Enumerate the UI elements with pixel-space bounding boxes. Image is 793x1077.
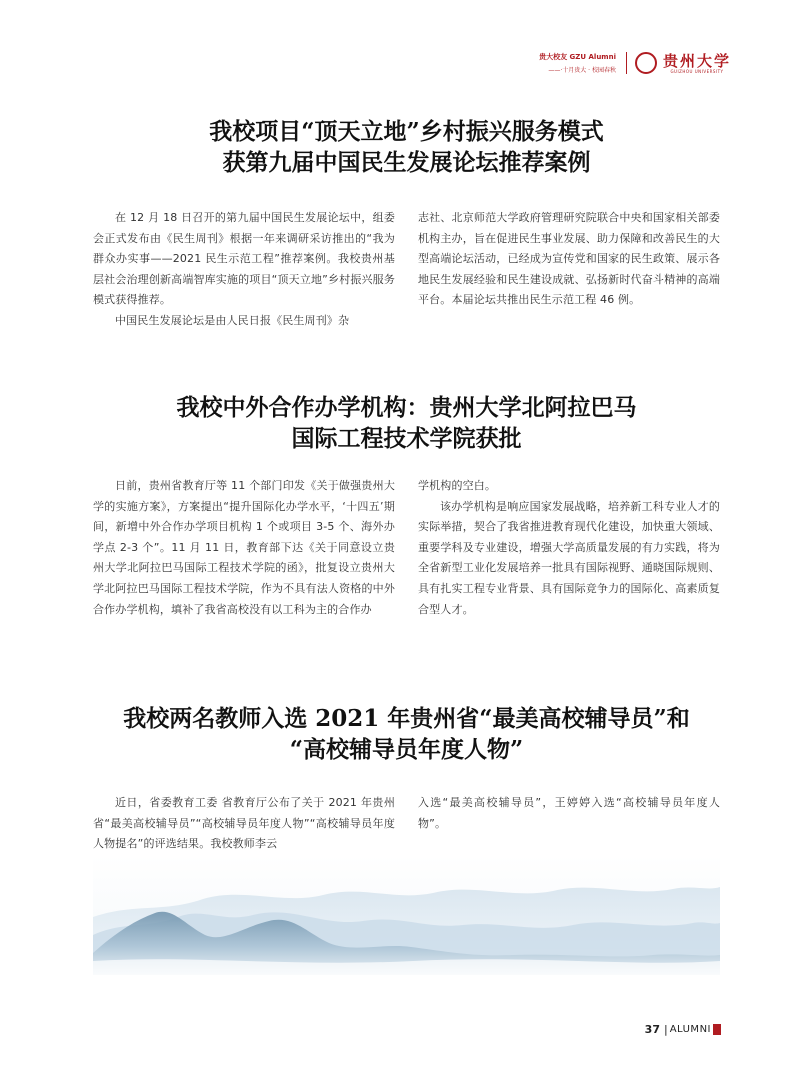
article-title	[93, 392, 720, 454]
article-title	[93, 703, 720, 765]
university-seal-icon	[635, 52, 657, 74]
title-line: 我校中外合作办学机构：贵州大学北阿拉巴马	[176, 394, 637, 421]
paragraph: 近日，省委教育工委 省教育厅公布了关于 2021 年贵州省“最美高校辅导员”“高校辅导员年度人物”“高校辅导员年度人物提名”的评选结果。我校教师李云	[93, 796, 395, 851]
left-column	[93, 793, 395, 855]
paragraph: 入选“最美高校辅导员”，王婷婷入选“高校辅导员年度人物”。	[418, 796, 720, 830]
article-counselors	[93, 703, 720, 855]
article-joint-institute	[93, 392, 720, 620]
masthead	[539, 48, 731, 78]
university-en-name: GUIZHOU UNIVERSITY	[670, 68, 724, 74]
title-line: 我校两名教师入选 2021 年贵州省“最美高校辅导员”和	[123, 705, 690, 732]
title-line: “高校辅导员年度人物”	[289, 736, 524, 763]
page-footer	[645, 1023, 721, 1036]
alumni-label: 贵大校友 GZU Alumni	[539, 53, 616, 61]
masthead-text	[539, 52, 627, 74]
mountain-landscape-illustration	[93, 855, 720, 975]
title-line: 获第九届中国民生发展论坛推荐案例	[222, 149, 591, 176]
page-number: 37	[644, 1023, 660, 1036]
paragraph: 志社、北京师范大学政府管理研究院联合中央和国家相关部委机构主办，旨在促进民生事业发展、助力保障和改善民生的大型高端论坛活动，已经成为宣传党和国家的民生政策、展示各地民生发展经验和民生建设成就、弘扬新时代奋斗精神的高端平台。本届论坛共推出民生示范工程 46 例。	[418, 211, 720, 307]
left-column	[93, 476, 395, 620]
university-name: 贵州大学	[662, 51, 731, 70]
title-line: 国际工程技术学院获批	[291, 425, 522, 452]
paragraph: 日前，贵州省教育厅等 11 个部门印发《关于做强贵州大学的实施方案》，方案提出“提升国际化办学水平，‘十四五’期间，新增中外合作办学项目机构 1 个或项目 3-5 个、海外办学点 2-3 个”。11 月 11 日，教育部下达《关于同意设立贵州大学北阿拉巴马国际工程技术学院的函》，批复设立贵州大学北阿拉巴马国际工程技术学院，作为不具有法人资格的中外合作办学机构，填补了我省高校没有以工科为主的合作办	[93, 479, 395, 616]
title-line: 我校项目“顶天立地”乡村振兴服务模式	[209, 118, 604, 145]
university-logo	[663, 53, 731, 74]
article-title	[93, 116, 720, 178]
paragraph: 在 12 月 18 日召开的第九届中国民生发展论坛中，组委会正式发布由《民生周刊》根据一年来调研采访推出的“我为群众办实事——2021 民生示范工程”推荐案例。我校贵州基层社会治理创新高端智库实施的项目“顶天立地”乡村振兴服务模式获得推荐。	[93, 211, 395, 307]
paragraph: 中国民生发展论坛是由人民日报《民生周刊》杂	[115, 313, 350, 327]
left-column	[93, 208, 395, 332]
footer-separator: |	[663, 1023, 668, 1036]
article-body	[93, 476, 720, 620]
slogan: ——·十月贵大 · 校园春秋	[548, 67, 616, 74]
article-body	[93, 208, 720, 332]
article-body	[93, 793, 720, 855]
footer-section-label: ALUMNI	[669, 1024, 711, 1035]
right-column	[418, 208, 720, 332]
right-column	[418, 793, 720, 855]
paragraph: 该办学机构是响应国家发展战略，培养新工科专业人才的实际举措，契合了我省推进教育现代化建设，加快重大领域、重要学科及专业建设，增强大学高质量发展的有力实践，将为全省新型工业化发展培养一批具有国际视野、通晓国际规则、具有扎实工程专业背景、具有国际竞争力的国际化、高素质复合型人才。	[418, 499, 720, 616]
article-rural-revitalization	[93, 116, 720, 332]
right-column	[418, 476, 720, 620]
footer-accent-block	[713, 1024, 721, 1035]
paragraph: 学机构的空白。	[418, 479, 497, 492]
